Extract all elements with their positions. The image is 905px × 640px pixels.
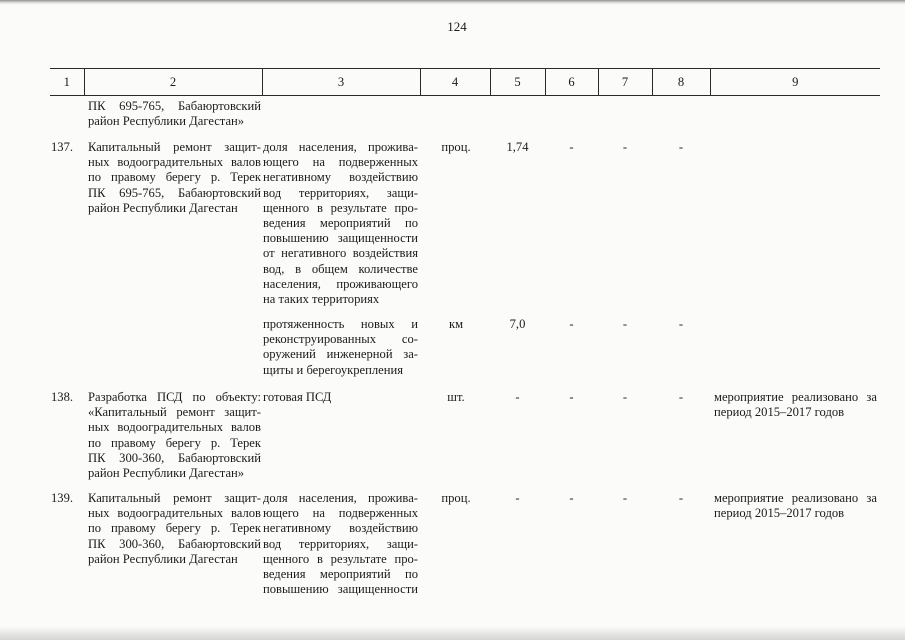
value-cell-5: 1,74 [506, 140, 529, 154]
text-line: доля населения, прожива- [263, 491, 418, 505]
header-cell-4: 4 [420, 69, 490, 96]
text-line: вод, в общем количестве [263, 261, 418, 276]
object-name [88, 390, 261, 481]
header-cell-1: 1 [50, 69, 84, 96]
text-line: вод территориях, защи- [263, 536, 418, 551]
header-cell-8: 8 [652, 69, 710, 96]
text-line: протяженность новых и [263, 317, 418, 331]
text-line: щенного в результате про- [263, 200, 418, 215]
value-cell-8: - [678, 390, 684, 404]
indicator-name [263, 140, 418, 307]
header-cell-3: 3 [262, 69, 420, 96]
header-cell-2: 2 [84, 69, 262, 96]
indicator-name [263, 390, 418, 405]
value-cell-7: - [622, 317, 628, 331]
unit-cell: проц. [441, 491, 471, 505]
text-line: район Республики Дагестан [88, 551, 238, 566]
text-line: Капитальный ремонт защит- [88, 140, 261, 154]
text-line: ющего на подверженных [263, 155, 418, 170]
text-line: оружений инженерной за- [263, 347, 418, 362]
text-line: вод территориях, защи- [263, 185, 418, 200]
unit-cell: проц. [441, 140, 471, 154]
text-line: щенного в результате про- [263, 551, 418, 566]
indicator-name [263, 491, 418, 597]
value-cell-5: 7,0 [509, 317, 526, 331]
text-line: доля населения, прожива- [263, 140, 418, 154]
row-number: 137. [51, 140, 74, 154]
text-line: повышению защищенности [263, 582, 418, 597]
text-line: период 2015–2017 годов [714, 506, 845, 521]
text-line: ПК 300-360, Бабаюртовский [88, 450, 261, 465]
text-line: по правому берегу р. Терек [88, 170, 261, 185]
text-line: повышению защищенности [263, 231, 418, 246]
text-line: по правому берегу р. Терек [88, 435, 261, 450]
text-line: район Республики Дагестан» [88, 114, 245, 129]
text-line: ПК 300-360, Бабаюртовский [88, 536, 261, 551]
text-line: ных водооградительных валов [88, 506, 261, 521]
note-cell [714, 390, 877, 420]
header-cell-9: 9 [710, 69, 880, 96]
object-name [88, 140, 261, 216]
scan-edge-bottom [0, 626, 905, 640]
text-line: район Республики Дагестан» [88, 465, 245, 480]
header-cell-5: 5 [490, 69, 545, 96]
text-line: ющего на подверженных [263, 506, 418, 521]
text-line: негативному воздействию [263, 521, 418, 536]
value-cell-7: - [622, 491, 628, 505]
text-line: реконструированных со- [263, 332, 418, 347]
text-line: ПК 695-765, Бабаюртовский [88, 185, 261, 200]
text-line: ных водооградительных валов [88, 420, 261, 435]
value-cell-5: - [515, 390, 520, 404]
text-line: ведения мероприятий по [263, 215, 418, 230]
value-cell-6: - [569, 317, 574, 331]
note-cell [714, 491, 877, 521]
text-line: Капитальный ремонт защит- [88, 491, 261, 505]
scan-edge-top [0, 0, 905, 5]
text-line: ных водооградительных валов [88, 155, 261, 170]
text-line: населения, проживающего [263, 276, 418, 291]
text-line: мероприятие реализовано за [714, 491, 877, 505]
text-line: ведения мероприятий по [263, 566, 418, 581]
row-number: 139. [51, 491, 74, 505]
object-name [88, 491, 261, 567]
header-cell-6: 6 [545, 69, 598, 96]
value-cell-8: - [678, 491, 684, 505]
page-number: 124 [447, 19, 467, 34]
value-cell-6: - [569, 491, 574, 505]
row-number: 138. [51, 390, 74, 404]
value-cell-6: - [569, 140, 574, 154]
text-line: «Капитальный ремонт защит- [88, 405, 261, 420]
object-name [88, 99, 261, 129]
text-line: ПК 695-765, Бабаюртовский [88, 99, 261, 113]
text-line: район Республики Дагестан [88, 200, 238, 215]
text-line: негативному воздействию [263, 170, 418, 185]
indicator-name [263, 317, 418, 378]
text-line: период 2015–2017 годов [714, 405, 845, 420]
header-cell-7: 7 [598, 69, 652, 96]
value-cell-7: - [622, 390, 628, 404]
text-line: готовая ПСД [263, 390, 332, 404]
text-line: на таких территориях [263, 291, 380, 306]
unit-cell: км [448, 317, 464, 331]
value-cell-7: - [622, 140, 628, 154]
value-cell-8: - [678, 140, 684, 154]
value-cell-5: - [515, 491, 520, 505]
value-cell-8: - [678, 317, 684, 331]
text-line: щиты и берегоукрепления [263, 362, 404, 377]
unit-cell: шт. [447, 390, 465, 404]
text-line: Разработка ПСД по объекту: [88, 390, 261, 404]
text-line: от негативного воздействия [263, 246, 418, 261]
text-line: мероприятие реализовано за [714, 390, 877, 404]
value-cell-6: - [569, 390, 574, 404]
table-header [50, 68, 880, 96]
text-line: по правому берегу р. Терек [88, 521, 261, 536]
